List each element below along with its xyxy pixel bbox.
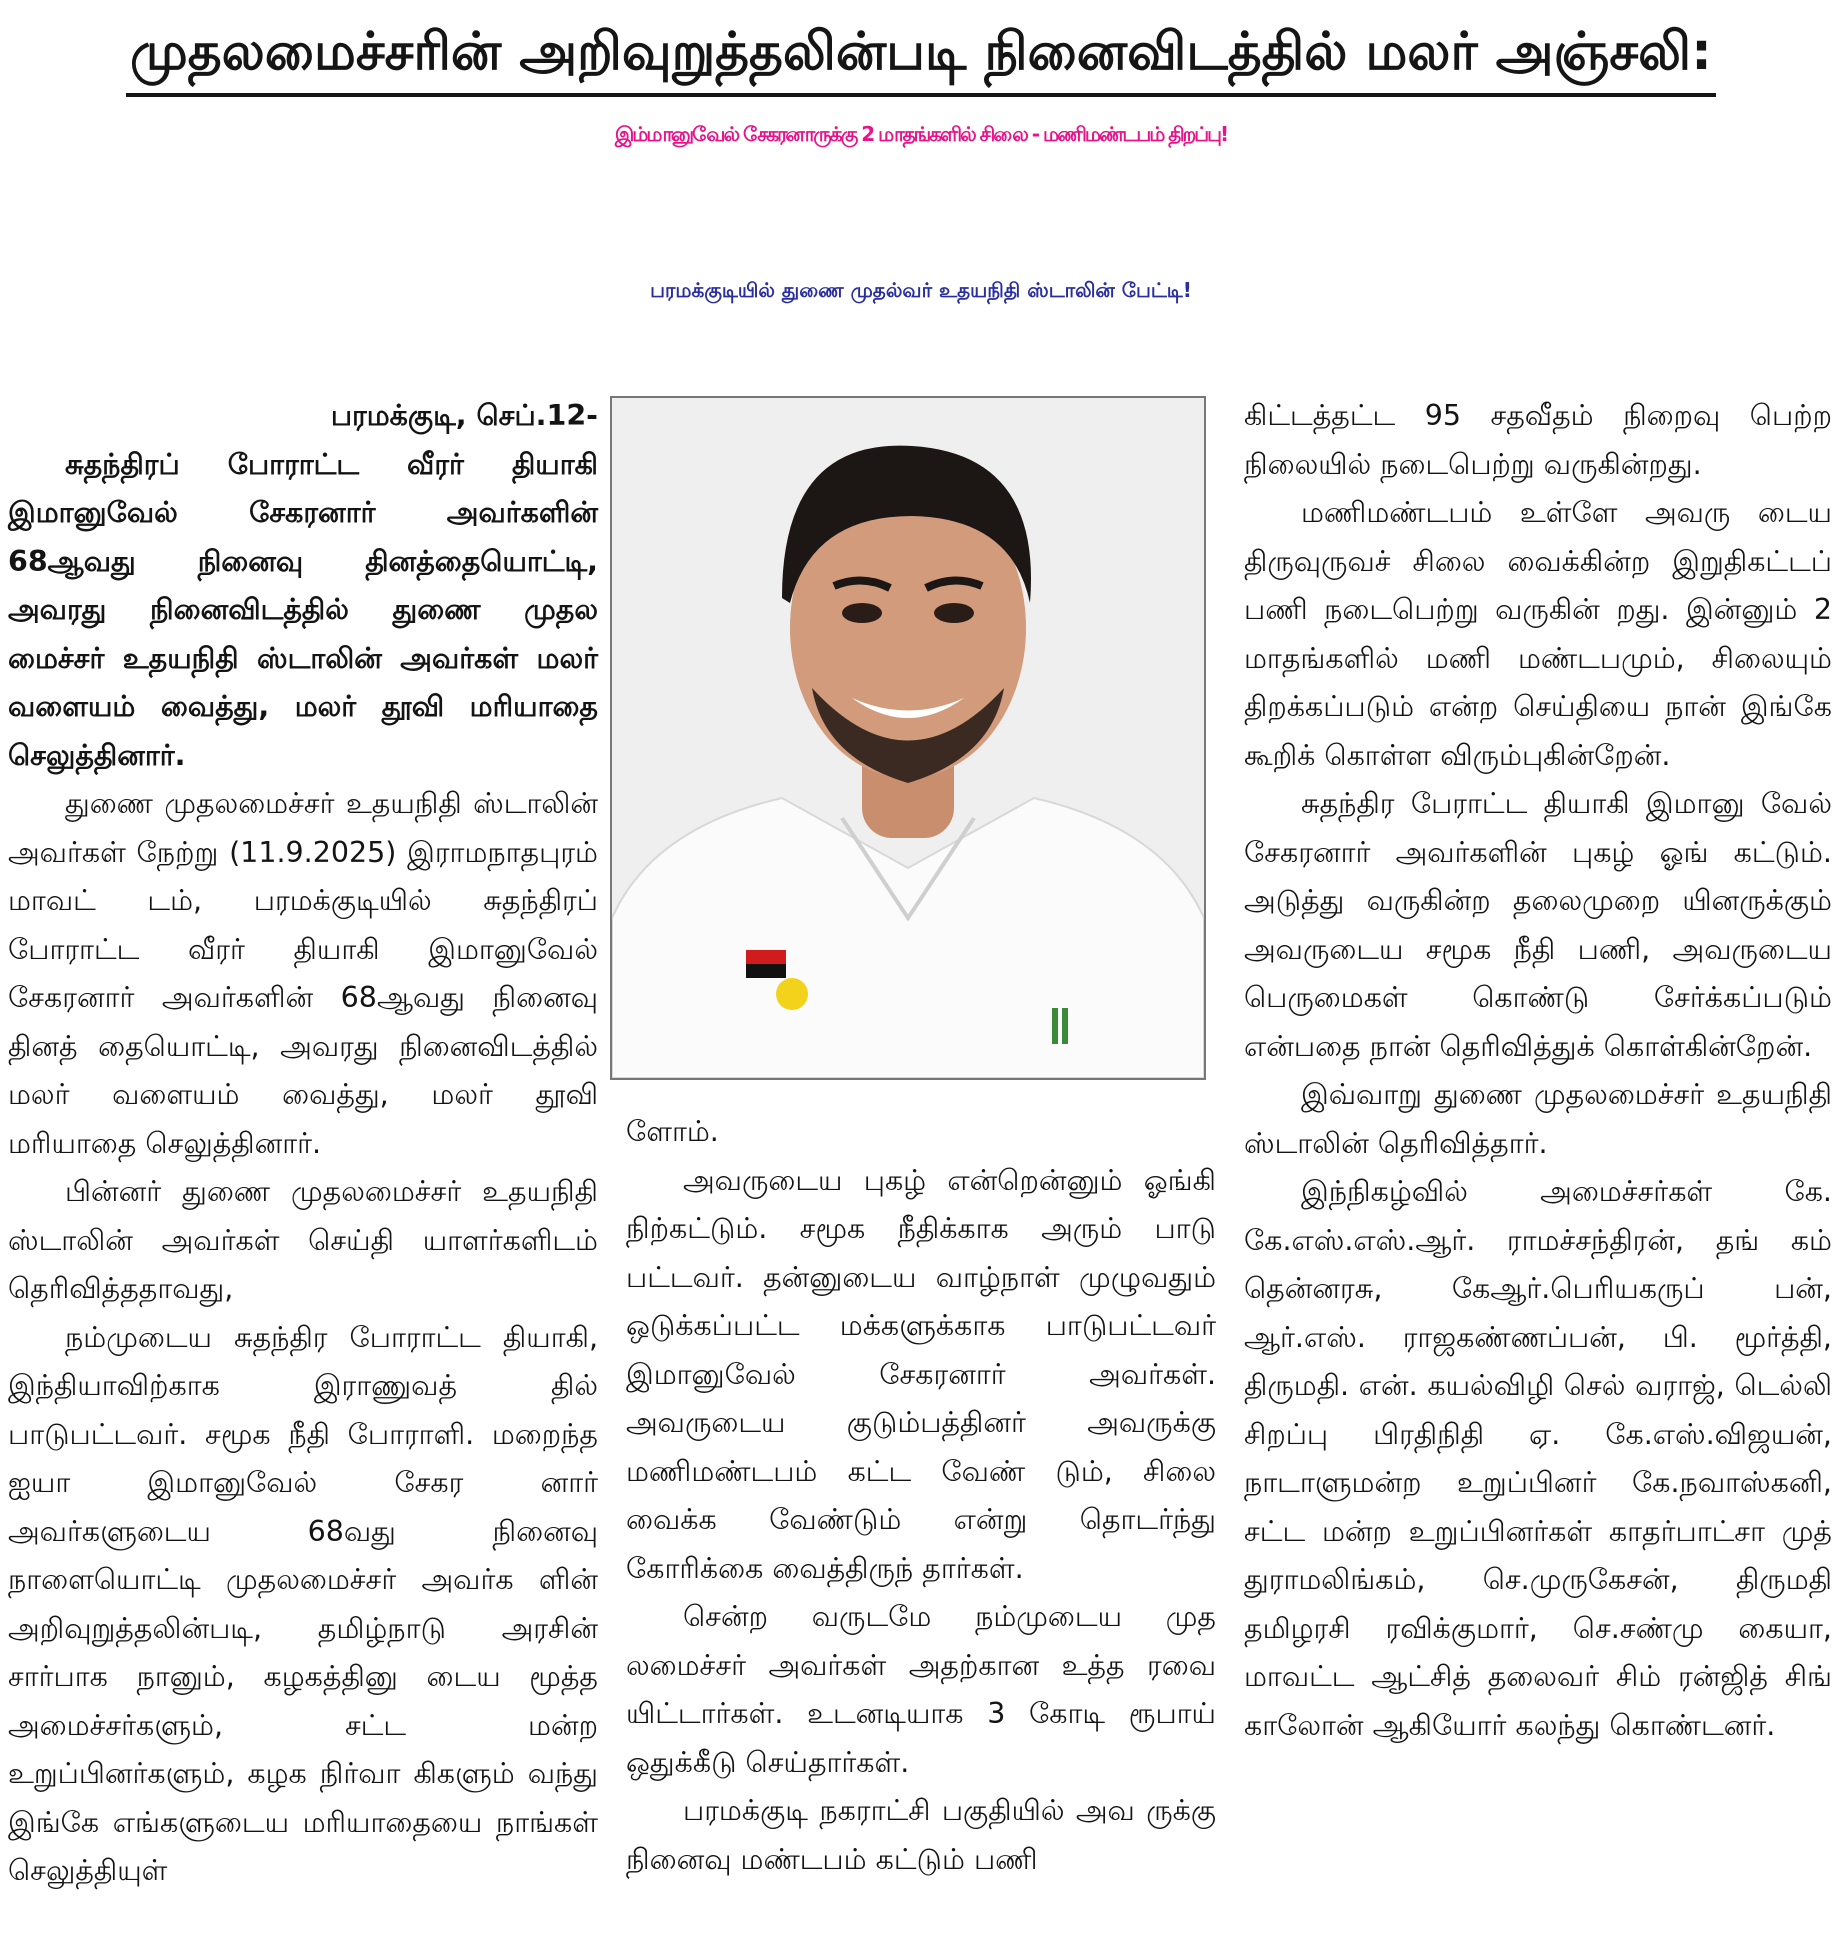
dateline: பரமக்குடி, செப்.12-: [330, 399, 598, 432]
paragraph: இந்நிகழ்வில் அமைச்சர்கள் கே. கே.எஸ்.எஸ்.ஆர். ராமச்சந்திரன், தங் கம் தென்னரசு, கேஆர்.பெரியகருப் பன், ஆர்.எஸ். ராஜகண்ணப்பன், பி. மூர்த்தி, திருமதி. என். கயல்விழி செல் வராஜ், டெல்லி சிறப்பு பிரதிநிதி ஏ. கே.எஸ்.விஜயன், நாடாளுமன்ற உறுப்பினர் கே.நவாஸ்கனி, சட்ட மன்ற உறுப்பினர்கள் காதர்பாட்சா முத் துராமலிங்கம், செ.முருகேசன், திருமதி தமிழரசி ரவிக்குமார், செ.சண்மு கையா, மாவட்ட ஆட்சித் தலைவர் சிம் ரன்ஜித் சிங் காலோன் ஆகியோர் கலந்து கொண்டனர்.: [1244, 1175, 1832, 1742]
continued-text: கிட்டத்தட்ட 95 சதவீதம் நிறைவு பெற்ற நிலையில் நடைபெற்று வருகின்றது.: [1244, 399, 1832, 481]
headline: இம்மானுவேல் சேகரனாருக்கு 2 மாதங்களில் சிலை - மணிமண்டபம் திறப்பு!: [614, 122, 1228, 146]
kicker: [0, 22, 1842, 97]
continued-text: ளோம்.: [626, 1115, 719, 1148]
paragraph: பரமக்குடி நகராட்சி பகுதியில் அவ ருக்கு நினைவு மண்டபம் கட்டும் பணி: [626, 1794, 1216, 1876]
article-column-1: [8, 392, 598, 1896]
lead-paragraph: சுதந்திரப் போராட்ட வீரர் தியாகி இமானுவேல் சேகரனார் அவர்களின் 68ஆவது நினைவு தினத்தையொட்டி, அவரது நினைவிடத்தில் துணை முதல மைச்சர் உதயநிதி ஸ்டாலின் அவர்கள் மலர் வளையம் வைத்து, மலர் தூவி மரியாதை செலுத்தினார்.: [8, 447, 598, 772]
paragraph: இவ்வாறு துணை முதலமைச்சர் உதயநிதி ஸ்டாலின் தெரிவித்தார்.: [1244, 1078, 1832, 1160]
article-column-2: [626, 1108, 1216, 1884]
paragraph: சுதந்திர பேராட்ட தியாகி இமானு வேல் சேகரனார் அவர்களின் புகழ் ஓங் கட்டும். அடுத்து வருகின்ற தலைமுறை யினருக்கும் அவருடைய சமூக நீதி பணி, அவருடைய பெருமைகள் கொண்டு சேர்க்கப்படும் என்பதை நான் தெரிவித்துக் கொள்கின்றேன்.: [1244, 787, 1832, 1063]
portrait-illustration: [612, 398, 1204, 1078]
portrait-photo: [610, 396, 1206, 1080]
paragraph: அவருடைய புகழ் என்றென்னும் ஓங்கி நிற்கட்டும். சமூக நீதிக்காக அரும் பாடு பட்டவர். தன்னுடைய வாழ்நாள் முழுவதும் ஒடுக்கப்பட்ட மக்களுக்காக பாடுபட்டவர் இமானுவேல் சேகரனார் அவர்கள். அவருடைய குடும்பத்தினர் அவருக்கு மணிமண்டபம் கட்ட வேண் டும், சிலை வைக்க வேண்டும் என்று தொடர்ந்து கோரிக்கை வைத்திருந் தார்கள்.: [626, 1163, 1216, 1585]
paragraph: நம்முடைய சுதந்திர போராட்ட தியாகி, இந்தியாவிற்காக இராணுவத் தில் பாடுபட்டவர். சமூக நீதி போராளி. மறைந்த ஐயா இமானுவேல் சேகர னார் அவர்களுடைய 68வது நினைவு நாளையொட்டி முதலமைச்சர் அவர்க ளின் அறிவுறுத்தலின்படி, தமிழ்நாடு அரசின் சார்பாக நானும், கழகத்தினு டைய மூத்த அமைச்சர்களும், சட்ட மன்ற உறுப்பினர்களும், கழக நிர்வா கிகளும் வந்து இங்கே எங்களுடைய மரியாதையை நாங்கள் செலுத்தியுள்: [8, 1320, 598, 1887]
paragraph: துணை முதலமைச்சர் உதயநிதி ஸ்டாலின் அவர்கள் நேற்று (11.9.2025) இராமநாதபுரம் மாவட் டம், பரமக்குடியில் சுதந்திரப் போராட்ட வீரர் தியாகி இமானுவேல் சேகரனார் அவர்களின் 68ஆவது நினைவு தினத் தையொட்டி, அவரது நினைவிடத்தில் மலர் வளையம் வைத்து, மலர் தூவி மரியாதை செலுத்தினார்.: [8, 787, 598, 1160]
kicker-text: முதலமைச்சரின் அறிவுறுத்தலின்படி நினைவிடத்தில் மலர் அஞ்சலி:: [126, 22, 1716, 97]
article-column-3: [1244, 392, 1832, 1750]
paragraph: பின்னர் துணை முதலமைச்சர் உதயநிதி ஸ்டாலின் அவர்கள் செய்தி யாளர்களிடம் தெரிவித்ததாவது,: [8, 1175, 598, 1305]
subheadline: பரமக்குடியில் துணை முதல்வர் உதயநிதி ஸ்டாலின் பேட்டி!: [650, 278, 1192, 302]
paragraph: சென்ற வருடமே நம்முடைய முத லமைச்சர் அவர்கள் அதற்கான உத்த ரவை யிட்டார்கள். உடனடியாக 3 கோடி ரூபாய் ஒதுக்கீடு செய்தார்கள்.: [626, 1600, 1216, 1779]
paragraph: மணிமண்டபம் உள்ளே அவரு டைய திருவுருவச் சிலை வைக்கின்ற இறுதிகட்டப் பணி நடைபெற்று வருகின் றது. இன்னும் 2 மாதங்களில் மணி மண்டபமும், சிலையும் திறக்கப்படும் என்ற செய்தியை நான் இங்கே கூறிக் கொள்ள விரும்புகின்றேன்.: [1244, 496, 1832, 772]
